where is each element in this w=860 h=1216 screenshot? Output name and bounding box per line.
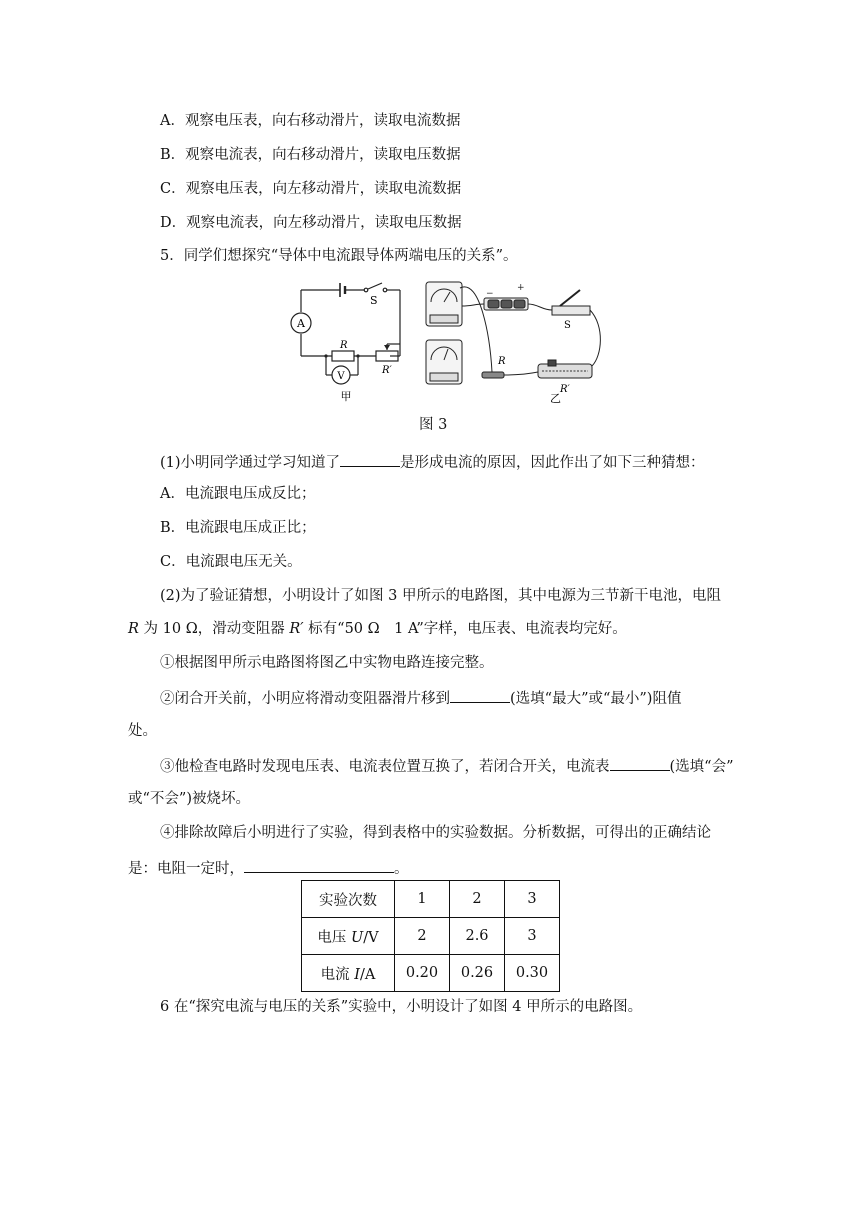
table-cell: 0.20: [395, 955, 450, 992]
svg-text:−: −: [486, 289, 494, 299]
answer-blank[interactable]: [610, 755, 670, 771]
part-2-line-2: R 为 10 Ω，滑动变阻器 R′ 标有“50 Ω 1 A”字样，电压表、电流表均完好。: [128, 621, 627, 637]
rheostat-label-physical: R′: [560, 384, 570, 395]
table-cell: 2.6: [450, 918, 505, 955]
answer-blank[interactable]: [450, 687, 510, 703]
option-text: 观察电流表，向左移动滑片，读取电压数据: [186, 215, 462, 231]
table-cell: 2: [395, 918, 450, 955]
table-row: [302, 955, 560, 992]
table-row: [302, 918, 560, 955]
part-1: (1)小明同学通过学习知道了 是形成电流的原因，因此作出了如下三种猜想：: [160, 451, 705, 473]
guess-a: A．电流跟电压成反比；: [160, 486, 316, 502]
resistor-label: R: [340, 340, 348, 351]
guess-b: B．电流跟电压成正比；: [160, 520, 316, 536]
switch-label-physical: S: [564, 320, 571, 331]
answer-blank[interactable]: [340, 451, 400, 467]
row-header: 电流 I/A: [302, 955, 395, 992]
guess-c: C．电流跟电压无关。: [160, 554, 302, 570]
voltmeter-symbol: V: [337, 371, 345, 382]
option-a: [160, 111, 460, 131]
data-table: [301, 880, 560, 992]
physical-circuit: [420, 276, 610, 408]
table-cell: 3: [505, 918, 560, 955]
option-c: [160, 179, 461, 199]
row-header: 实验次数: [302, 881, 395, 918]
table-row: [302, 881, 560, 918]
option-label: C．: [160, 181, 186, 197]
table-cell: 2: [450, 881, 505, 918]
option-text: 观察电压表，向左移动滑片，读取电流数据: [185, 181, 462, 197]
table-cell: 1: [395, 881, 450, 918]
step-2: ②闭合开关前，小明应将滑动变阻器滑片移到 (选填“最大”或“最小”)阻值: [160, 687, 681, 709]
option-label: A．: [160, 113, 185, 129]
question-6: 6 在“探究电流与电压的关系”实验中，小明设计了如图 4 甲所示的电路图。: [160, 999, 643, 1015]
table-cell: 3: [505, 881, 560, 918]
answer-blank[interactable]: [244, 857, 394, 873]
table-cell: 0.30: [505, 955, 560, 992]
figure-label-jia: 甲: [340, 390, 352, 403]
resistor-label-physical: R: [498, 356, 506, 367]
step-1: ①根据图甲所示电路图将图乙中实物电路连接完整。: [160, 655, 494, 671]
option-b: [160, 145, 461, 165]
table-cell: 0.26: [450, 955, 505, 992]
step-3-line-2: 或“不会”)被烧坏。: [128, 791, 250, 807]
figure-label-yi: 乙: [550, 392, 561, 405]
ammeter-symbol: A: [297, 317, 305, 330]
option-label: B．: [160, 147, 186, 163]
rheostat-label: R′: [382, 365, 392, 376]
option-d: [160, 213, 462, 233]
row-header: 电压 U/V: [302, 918, 395, 955]
step-3: ③他检查电路时发现电压表、电流表位置互换了，若闭合开关，电流表 (选填“会”: [160, 755, 733, 777]
circuit-diagram: [290, 278, 410, 406]
option-label: D．: [160, 215, 187, 231]
figure-caption: 图 3: [419, 417, 448, 433]
svg-text:+: +: [517, 283, 525, 293]
option-text: 观察电流表，向右移动滑片，读取电压数据: [185, 147, 461, 163]
question-5-title: 5．同学们想探究“导体中电流跟导体两端电压的关系”。: [160, 248, 518, 264]
step-2-line-2: 处。: [128, 723, 157, 739]
step-4-line-2: 是：电阻一定时， 。: [128, 857, 409, 879]
step-4-line-1: ④排除故障后小明进行了实验，得到表格中的实验数据。分析数据，可得出的正确结论: [160, 825, 711, 841]
part-2-line-1: (2)为了验证猜想，小明设计了如图 3 甲所示的电路图，其中电源为三节新干电池，电阻: [160, 588, 721, 604]
switch-label: S: [370, 294, 378, 307]
option-text: 观察电压表，向右移动滑片，读取电流数据: [184, 113, 461, 129]
